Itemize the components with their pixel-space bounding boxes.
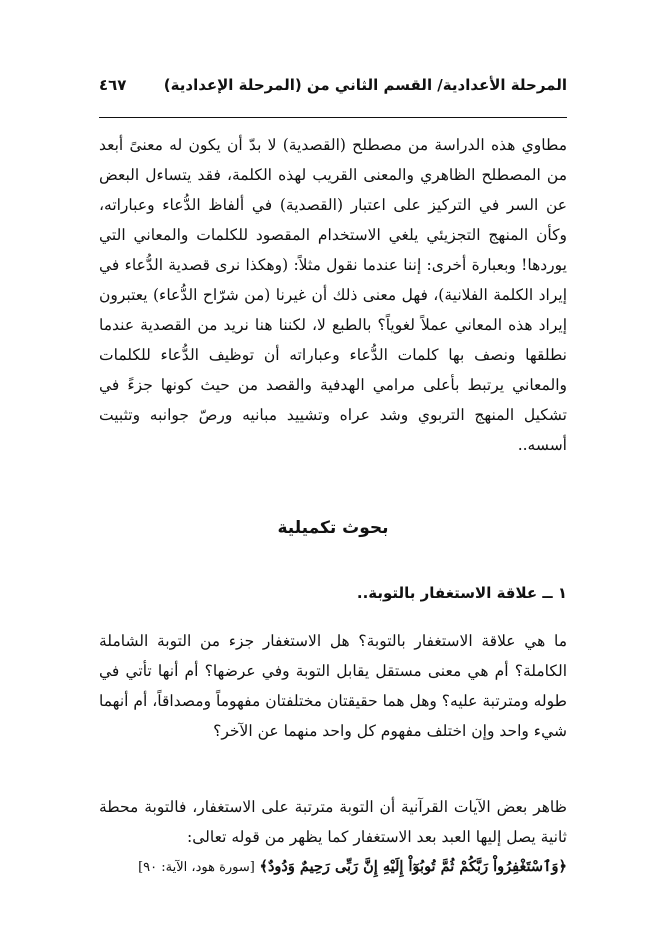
page-header bbox=[99, 68, 567, 102]
quran-verse: ﴿وَٱسْتَغْفِرُواْ رَبَّكُمْ ثُمَّ تُوبُوٓاْ إِلَيْهِ إِنَّ رَبِّى رَحِيمٌ وَدُودٌ﴾ bbox=[259, 858, 567, 875]
paragraph-3: ظاهر بعض الآيات القرآنية أن التوبة مترتبة على الاستغفار، فالتوبة محطة ثانية يصل إليها العبد بعد الاستغفار كما يظهر من قوله تعالى: bbox=[99, 798, 567, 846]
subsection-heading: ١ ــ علاقة الاستغفار بالتوبة.. bbox=[356, 584, 567, 602]
main-text bbox=[99, 130, 567, 460]
verse-line bbox=[99, 852, 567, 883]
paragraph-1: مطاوي هذه الدراسة من مصطلح (القصدية) لا بدّ أن يكون له معنىً أبعد من المصطلح الظاهري والمعنى القريب لهذه الكلمة، فقد يتساءل البعض عن السر في التركيز على اعتبار (القصدية) في ألفاظ الدُّعاء وعباراته، وكأن المنهج التجزيئي يلغي الاستخدام المقصود للكلمات والمعاني التي يوردها! وبعبارة أخرى: إننا عندما نقول مثلاً: (وهكذا نرى قصدية الدُّعاء في إيراد الكلمة الفلانية)، فهل معنى ذلك أن غيرنا (من شرّاح الدُّعاء) يعتبرون إيراد هذه المعاني عملاً لغوياً؟ بالطبع لا، لكننا هنا نريد من القصدية عندما نطلقها ونصف بها كلمات الدُّعاء وعباراته أن توظيف الدُّعاء للكلمات والمعاني يرتبط بأعلى مرامي الهدفية والقصد من حيث كونها جزءً في تشكيل المنهج التربوي وشد عراه وتشييد مبانيه ورصّ جوانبه وتثبيت أسسه.. bbox=[99, 136, 567, 454]
section-heading: بحوث تكميلية bbox=[277, 518, 389, 538]
verse-citation: [سورة هود، الآية: ٩٠] bbox=[138, 860, 255, 875]
paragraph-3-block bbox=[99, 792, 567, 883]
page-number: ٤٦٧ bbox=[99, 76, 127, 94]
header-divider bbox=[99, 117, 567, 118]
running-title: المرحلة الأعدادية/ القسم الثاني من (المرحلة الإعدادية) bbox=[163, 76, 567, 94]
paragraph-2: ما هي علاقة الاستغفار بالتوبة؟ هل الاستغفار جزء من التوبة الشاملة الكاملة؟ أم هي معنى مستقل يقابل التوبة وفي عرضها؟ أم أنها تأتي في طوله ومترتبة عليه؟ وهل هما حقيقتان مختلفتان مفهوماً ومصداقاً، أم أنهما شيء واحد وإن اختلف مفهوم كل واحد منهما عن الآخر؟ bbox=[99, 632, 567, 740]
